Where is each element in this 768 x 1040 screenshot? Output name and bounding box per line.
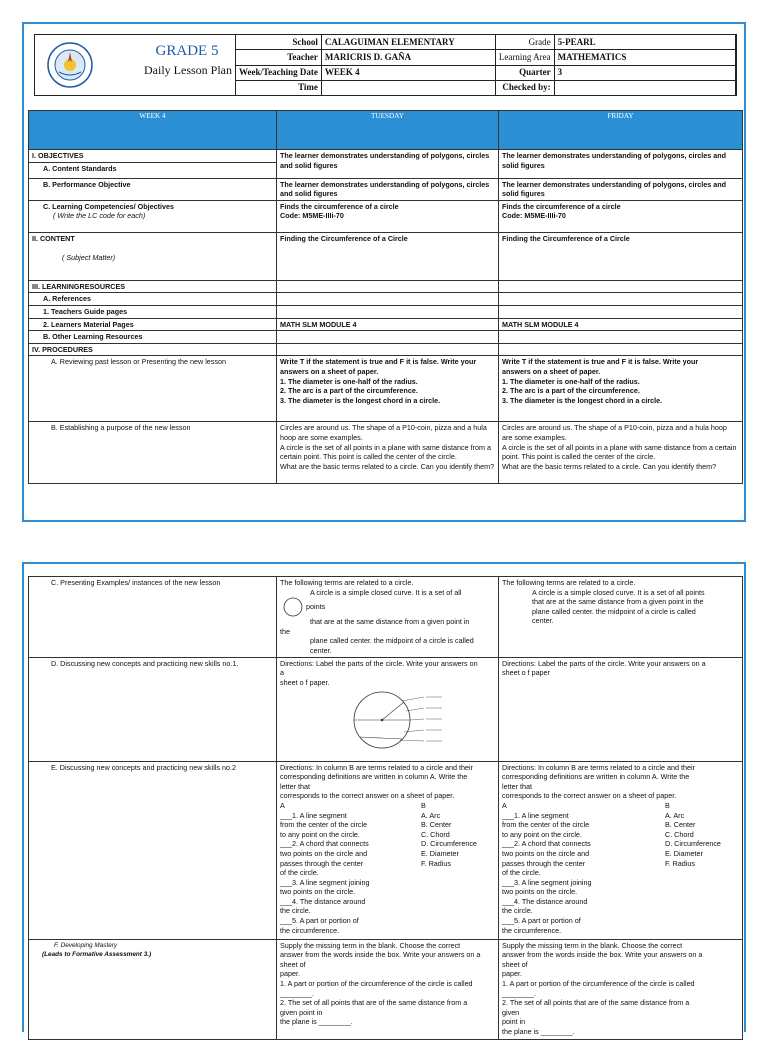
col-friday: FRIDAY: [499, 111, 743, 150]
proc-c-text: center.: [310, 645, 332, 655]
competencies-label: C. Learning Competencies/ Objectives: [43, 201, 175, 211]
proc-f-cell: [29, 939, 277, 1039]
item-a: ___4. The distance around: [502, 896, 588, 906]
proc-e-fri: [499, 761, 743, 939]
item-b: F. Radius: [421, 858, 451, 868]
competencies-fri: [499, 200, 743, 232]
grade-label: Grade: [495, 35, 554, 50]
proc-a-line: 1. The diameter is one-half of the radius.: [502, 376, 640, 386]
empty-cell: [499, 343, 743, 356]
proc-b-text: Circles are around us. The shape of a P10-coin, pizza and a hula hoop are some examples.: [502, 423, 727, 442]
proc-c-text: center.: [532, 616, 554, 626]
item-a: two points on the circle and: [502, 848, 590, 858]
content-tue: Finding the Circumference of a Circle: [277, 232, 499, 280]
item-a: passes through the center: [280, 858, 364, 868]
references-label: A. References: [29, 293, 277, 306]
proc-f-text: 1. A part or portion of the circumference of the circle is called: [280, 978, 473, 988]
item-a: ___3. A line segment joining: [280, 877, 370, 887]
competency-text: Finds the circumference of a circle: [502, 201, 621, 211]
tg-pages-label: 1. Teachers Guide pages: [29, 305, 277, 318]
empty-cell: [277, 343, 499, 356]
proc-d-text: sheet o f paper.: [280, 677, 330, 687]
teacher-value: MARICRIS D. GAÑA: [321, 50, 495, 65]
lesson-table-page2: [28, 576, 743, 1040]
proc-a-line: 1. The diameter is one-half of the radius.: [280, 376, 418, 386]
empty-cell: [499, 280, 743, 293]
column-b-items: [421, 811, 495, 936]
time-label: Time: [236, 80, 322, 95]
empty-cell: [277, 280, 499, 293]
proc-c-text: A circle is a simple closed curve. It is a set of all points: [532, 587, 705, 597]
content-standards-label: A. Content Standards: [29, 162, 277, 178]
proc-e-text: Directions: In column B are terms related to a circle and their: [280, 762, 473, 772]
content-cell: [29, 232, 277, 280]
lesson-header: [34, 34, 736, 96]
competency-code: Code: M5ME-IIIi-70: [502, 211, 566, 221]
proc-d-fri: [499, 657, 743, 761]
matching-columns: [280, 801, 495, 935]
column-a-items: [502, 811, 665, 936]
item-a: the circle.: [502, 906, 533, 916]
item-a: ___2. A chord that connects: [280, 839, 369, 849]
proc-a-line: 3. The diameter is the longest chord in a circle.: [502, 395, 663, 405]
empty-cell: [499, 331, 743, 344]
checked-label: Checked by:: [495, 80, 554, 95]
item-a: to any point on the circle.: [502, 829, 582, 839]
item-b: A. Arc: [421, 810, 441, 820]
page-1: [22, 22, 746, 522]
proc-a-line: Write T if the statement is true and F it is false. Write your: [280, 357, 477, 367]
proc-f-text: ________.: [502, 988, 536, 998]
empty-cell: [499, 305, 743, 318]
proc-f-text: answer from the words inside the box. Write your answers on a: [280, 950, 481, 960]
proc-c-text: points: [306, 602, 326, 612]
empty-cell: [499, 293, 743, 306]
proc-d-text: Directions: Label the parts of the circle. Write your answers on a: [502, 658, 706, 668]
lm-pages-tue: MATH SLM MODULE 4: [277, 318, 499, 331]
proc-f-text: sheet of: [502, 959, 528, 969]
proc-b-text: What are the basic terms related to a circle. Can you identify them?: [280, 461, 495, 471]
objectives-heading: I. OBJECTIVES: [29, 150, 277, 163]
proc-f-text: answer from the words inside the box. Write your answers on a: [502, 950, 703, 960]
proc-e-text: corresponding definitions are written in column A. Write the: [502, 772, 690, 782]
matching-columns: [502, 801, 739, 935]
proc-c-text: plane called center. the midpoint of a circle is called: [532, 606, 696, 616]
lm-pages-label: 2. Learners Material Pages: [29, 318, 277, 331]
item-b: B. Center: [421, 820, 452, 830]
proc-f-text: paper.: [502, 969, 522, 979]
dlp-subtitle: Daily Lesson Plan: [144, 63, 232, 77]
proc-b-text: A circle is the set of all points in a plane with same distance from a certain point. This point is called the center of the circle.: [502, 442, 737, 462]
proc-c-tue: [277, 577, 499, 658]
proc-e-tue: [277, 761, 499, 939]
proc-e-text: corresponding definitions are written in column A. Write the: [280, 772, 468, 782]
proc-f-text: Supply the missing term in the blank. Choose the correct: [502, 940, 683, 950]
proc-f-label: F. Developing Mastery: [54, 941, 118, 949]
item-a: the circumference.: [280, 925, 340, 935]
proc-c-label: C. Presenting Examples/ instances of the new lesson: [29, 577, 277, 658]
quarter-label: Quarter: [495, 65, 554, 80]
proc-a-label: A. Reviewing past lesson or Presenting the new lesson: [29, 356, 277, 422]
proc-a-line: answers on a sheet of paper.: [502, 366, 601, 376]
proc-f-text: point in: [502, 1017, 526, 1027]
proc-a-line: 2. The arc is a part of the circumference.: [502, 386, 640, 396]
area-label: Learning Area: [495, 50, 554, 65]
teacher-label: Teacher: [236, 50, 322, 65]
week-label: Week/Teaching Date: [236, 65, 322, 80]
proc-f-text: given: [502, 1007, 520, 1017]
column-b-items: [665, 811, 739, 936]
proc-e-text: letter that: [280, 781, 310, 791]
competency-text: Finds the circumference of a circle: [280, 201, 399, 211]
circle-parts-diagram: [342, 687, 452, 753]
proc-f-fri: [499, 939, 743, 1039]
proc-c-text: the: [280, 626, 290, 636]
proc-c-text: plane called center. the midpoint of a circle is called: [310, 636, 474, 646]
proc-f-text: sheet of: [280, 959, 306, 969]
grade-value: 5-PEARL: [554, 35, 736, 50]
proc-c-fri: [499, 577, 743, 658]
proc-a-line: Write T if the statement is true and F it is false. Write your: [502, 357, 699, 367]
competency-code: Code: M5ME-IIIi-70: [280, 211, 344, 221]
item-a: ___5. A part or portion of: [280, 916, 359, 926]
proc-b-text: A circle is the set of all points in a plane with same distance from a certain point. This point is called the center of the circle.: [280, 442, 491, 462]
proc-a-fri: [499, 356, 743, 422]
item-b: D. Circumference: [421, 839, 477, 849]
item-b: C. Chord: [665, 829, 694, 839]
column-header-row: [29, 111, 743, 150]
content-heading: II. CONTENT: [32, 233, 75, 243]
proc-f-text: 1. A part or portion of the circumference of the circle is called: [502, 978, 695, 988]
proc-f-text: Supply the missing term in the blank. Choose the correct: [280, 940, 461, 950]
proc-a-line: 2. The arc is a part of the circumference.: [280, 386, 418, 396]
column-a-items: [280, 811, 421, 936]
proc-c-text: A circle is a simple closed curve. It is a set of all: [310, 587, 462, 597]
item-a: of the circle.: [280, 868, 319, 878]
proc-e-label: E. Discussing new concepts and practicing new skills no.2: [29, 761, 277, 939]
item-b: C. Chord: [421, 829, 450, 839]
proc-a-line: 3. The diameter is the longest chord in a circle.: [280, 395, 441, 405]
proc-f-text: 2. The set of all points that are of the same distance from a: [502, 998, 690, 1008]
proc-b-label: B. Establishing a purpose of the new lesson: [29, 422, 277, 484]
procedures-heading: IV. PROCEDURES: [29, 343, 277, 356]
proc-c-text: that are at the same distance from a given point in the: [532, 597, 704, 607]
proc-b-tue: [277, 422, 499, 484]
proc-c-text: The following terms are related to a circle.: [280, 578, 414, 587]
grade-title: GRADE 5: [155, 43, 219, 59]
proc-d-text: sheet o f paper: [502, 668, 550, 678]
proc-f-tue: [277, 939, 499, 1039]
competencies-tue: [277, 200, 499, 232]
column-a-header: A: [280, 800, 285, 810]
item-a: two points on the circle and: [280, 848, 368, 858]
proc-f-text: 2. The set of all points that are of the same distance from a: [280, 998, 468, 1008]
item-a: two points on the circle.: [280, 887, 356, 897]
proc-d-label: D. Discussing new concepts and practicing new skills no.1.: [29, 657, 277, 761]
column-b-header: B: [665, 800, 670, 810]
item-b: E. Diameter: [665, 848, 703, 858]
item-a: from the center of the circle: [502, 820, 590, 830]
item-a: ___2. A chord that connects: [502, 839, 591, 849]
proc-b-text: What are the basic terms related to a circle. Can you identify them?: [502, 461, 717, 471]
proc-d-text: Directions: Label the parts of the circle. Write your answers on: [280, 658, 478, 668]
proc-c-text: The following terms are related to a circle.: [502, 578, 636, 587]
school-label: School: [236, 35, 322, 50]
item-a: two points on the circle.: [502, 887, 578, 897]
column-a-header: A: [502, 800, 507, 810]
page-2: [22, 562, 746, 1036]
other-resources-label: B. Other Learning Resources: [29, 331, 277, 344]
proc-f-text: paper.: [280, 969, 300, 979]
proc-b-fri: [499, 422, 743, 484]
empty-cell: [277, 331, 499, 344]
empty-cell: [277, 293, 499, 306]
lm-pages-fri: MATH SLM MODULE 4: [499, 318, 743, 331]
proc-b-text: Circles are around us. The shape of a P10-coin, pizza and a hula hoop are some examples.: [280, 423, 487, 442]
item-a: the circle.: [280, 906, 311, 916]
proc-e-text: Directions: In column B are terms related to a circle and their: [502, 762, 695, 772]
item-b: E. Diameter: [421, 848, 459, 858]
item-a: ___4. The distance around: [280, 896, 366, 906]
week-value: WEEK 4: [321, 65, 495, 80]
content-standards-tue: The learner demonstrates understanding of polygons, circles and solid figures: [277, 150, 499, 179]
proc-c-text: that are at the same distance from a given point in: [310, 617, 470, 627]
proc-e-text: letter that: [502, 781, 532, 791]
col-week: WEEK 4: [29, 111, 277, 150]
header-grid: [235, 34, 737, 96]
deped-seal-icon: [47, 42, 93, 88]
checked-value: [554, 80, 736, 95]
proc-d-tue: [277, 657, 499, 761]
item-b: A. Arc: [665, 810, 685, 820]
item-a: of the circle.: [502, 868, 541, 878]
competencies-note: ( Write the LC code for each): [53, 211, 146, 221]
proc-f-text: ________.: [280, 988, 314, 998]
lesson-table-page1: [28, 110, 743, 484]
empty-cell: [277, 305, 499, 318]
performance-label: B. Performance Objective: [29, 178, 277, 200]
competencies-cell: [29, 200, 277, 232]
resources-heading: III. LEARNINGRESOURCES: [29, 280, 277, 293]
proc-f-text: the plane is ________.: [280, 1017, 353, 1027]
item-b: B. Center: [665, 820, 696, 830]
item-b: F. Radius: [665, 858, 695, 868]
proc-f-text: given point in: [280, 1007, 323, 1017]
item-a: ___1. A line segment: [280, 810, 347, 820]
proc-d-text: a: [280, 668, 284, 678]
time-value: [321, 80, 495, 95]
performance-tue: The learner demonstrates understanding of polygons, circles and solid figures: [277, 178, 499, 200]
school-value: CALAGUIMAN ELEMENTARY: [321, 35, 495, 50]
item-a: to any point on the circle.: [280, 829, 360, 839]
circle-figure-icon: [280, 597, 306, 617]
area-value: MATHEMATICS: [554, 50, 736, 65]
performance-fri: The learner demonstrates understanding of polygons, circles and solid figures: [499, 178, 743, 200]
proc-e-text: corresponds to the correct answer on a sheet of paper.: [502, 791, 677, 801]
subject-matter-note: ( Subject Matter): [62, 253, 116, 263]
proc-f-text: the plane is ________.: [502, 1026, 575, 1036]
proc-f-note: (Leads to Formative Assessment 3.): [42, 951, 152, 959]
content-standards-fri: The learner demonstrates understanding of polygons, circles and solid figures: [499, 150, 743, 179]
col-tuesday: TUESDAY: [277, 111, 499, 150]
proc-a-tue: [277, 356, 499, 422]
item-a: ___3. A line segment joining: [502, 877, 592, 887]
item-a: ___5. A part or portion of: [502, 916, 581, 926]
item-a: from the center of the circle: [280, 820, 368, 830]
item-a: ___1. A line segment: [502, 810, 569, 820]
column-b-header: B: [421, 800, 426, 810]
proc-e-text: corresponds to the correct answer on a sheet of paper.: [280, 791, 455, 801]
content-fri: Finding the Circumference of a Circle: [499, 232, 743, 280]
item-b: D. Circumference: [665, 839, 721, 849]
item-a: passes through the center: [502, 858, 586, 868]
quarter-value: 3: [554, 65, 736, 80]
proc-a-line: answers on a sheet of paper.: [280, 366, 379, 376]
item-a: the circumference.: [502, 925, 562, 935]
